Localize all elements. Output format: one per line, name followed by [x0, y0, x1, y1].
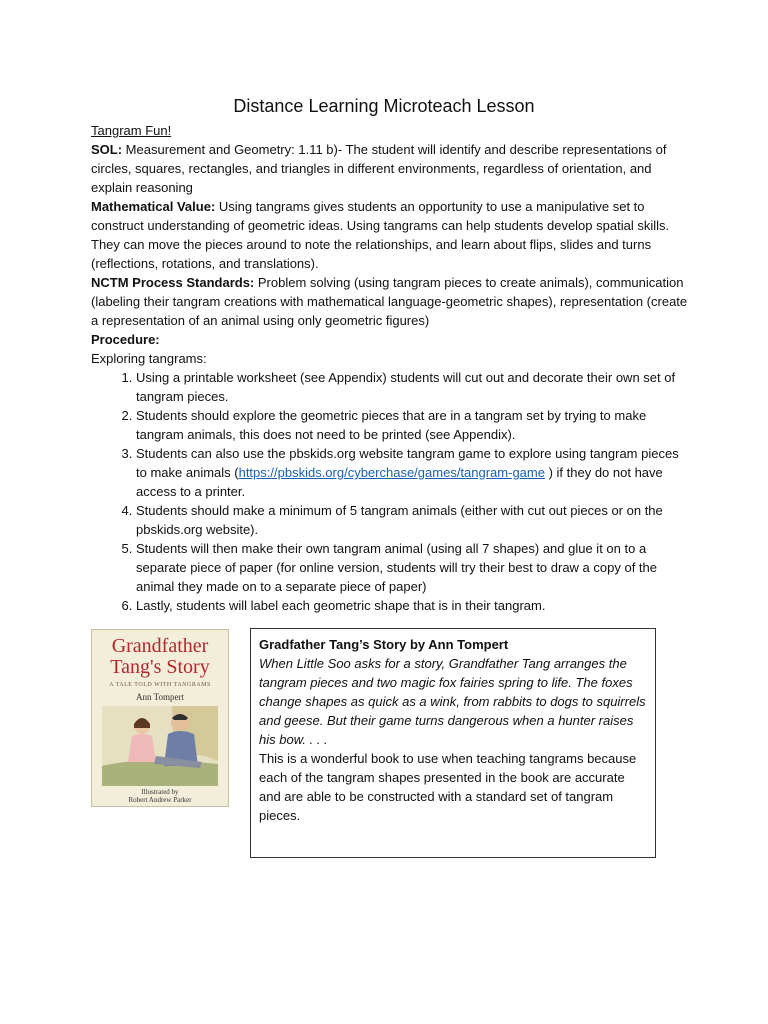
- procedure-step: 6. Lastly, students will label each geometric shape that is in their tangram.: [136, 596, 691, 615]
- exploring-heading: Exploring tangrams:: [91, 351, 207, 366]
- sol-label: SOL:: [91, 142, 123, 157]
- book-cover-image: [91, 629, 229, 807]
- procedure-step: 5. Students will then make their own tangram animal (using all 7 shapes) and glue it on to a separate piece of paper (for online version, students will try their best to draw a copy of the animal they made on to a separate piece of paper): [136, 539, 691, 596]
- sol-paragraph: [91, 140, 691, 197]
- book-note: This is a wonderful book to use when teaching tangrams because each of the tangram shapes presented in the book are accurate and are able to be constructed with a standard set of tangram pieces.: [259, 751, 637, 823]
- nctm-label: NCTM Process Standards:: [91, 275, 255, 290]
- procedure-step: 4. Students should make a minimum of 5 tangram animals (either with cut out pieces or on the pbskids.org website).: [136, 501, 691, 539]
- sol-text: Measurement and Geometry: 1.11 b)- The student will identify and describe representations of circles, squares, rectangles, and triangles in different environments, regardless of orientation, and explain reasoning: [91, 142, 667, 195]
- book-cover-subtitle: A TALE TOLD WITH TANGRAMS: [109, 682, 211, 688]
- math-value-label: Mathematical Value:: [91, 199, 216, 214]
- pbskids-tangram-link[interactable]: https://pbskids.org/cyberchase/games/tangram-game: [238, 465, 545, 480]
- step-text: ) if they do not have access to a printer.: [136, 465, 663, 499]
- book-cover-author: Ann Tompert: [136, 692, 184, 702]
- book-illustration: [102, 706, 218, 786]
- book-cover-illustrator-name: Robert Andrew Parker: [128, 796, 192, 804]
- book-cover-title: [92, 636, 228, 678]
- procedure-step: 1. Using a printable worksheet (see Appendix) students will cut out and decorate their own set of tangram pieces.: [136, 368, 691, 406]
- procedure-step: [136, 444, 691, 501]
- book-summary-box: [250, 628, 656, 858]
- lesson-body: [91, 121, 691, 615]
- procedure-heading: [91, 330, 691, 349]
- book-summary: When Little Soo asks for a story, Grandfather Tang arranges the tangram pieces and two magic fox fairies spring to life. The foxes change shapes as quick as a wink, from rabbits to dogs to squirrels and geese. But their game turns dangerous when a hunter raises his bow. . . .: [259, 656, 646, 747]
- math-value-text: Using tangrams gives students an opportunity to use a manipulative set to construct understanding of geometric ideas. Using tangrams can help students develop spatial skills. They can move the pieces around to note the relationships, and learn about flips, slides and turns (reflections, rotations, and translations).: [91, 199, 670, 271]
- nctm-paragraph: [91, 273, 691, 330]
- procedure-step: 2. Students should explore the geometric pieces that are in a tangram set by trying to make tangram animals, this does not need to be printed (see Appendix).: [136, 406, 691, 444]
- math-value-paragraph: [91, 197, 691, 273]
- book-cover-illustrator-prefix: Illustrated by: [141, 788, 179, 796]
- lesson-subtitle: Tangram Fun!: [91, 123, 172, 138]
- book-cover-title-line: Grandfather: [111, 635, 209, 657]
- book-cover-illustrator: [92, 788, 228, 804]
- step-text: Students can also use the pbskids.org website tangram game to explore using tangram pieces to make animals (: [136, 446, 679, 480]
- book-cover-title-line: Tang's Story: [110, 656, 210, 678]
- nctm-text: Problem solving (using tangram pieces to create animals), communication (labeling their tangram creations with mathematical language-geometric shapes), representation (create a representation of an animal using only geometric figures): [91, 275, 688, 328]
- book-box-heading-text: Gradfather Tang’s Story by Ann Tompert: [259, 637, 509, 652]
- book-box-heading: [259, 635, 647, 654]
- procedure-list: [91, 368, 691, 615]
- procedure-label: Procedure:: [91, 332, 160, 347]
- page-title: Distance Learning Microteach Lesson: [233, 96, 535, 116]
